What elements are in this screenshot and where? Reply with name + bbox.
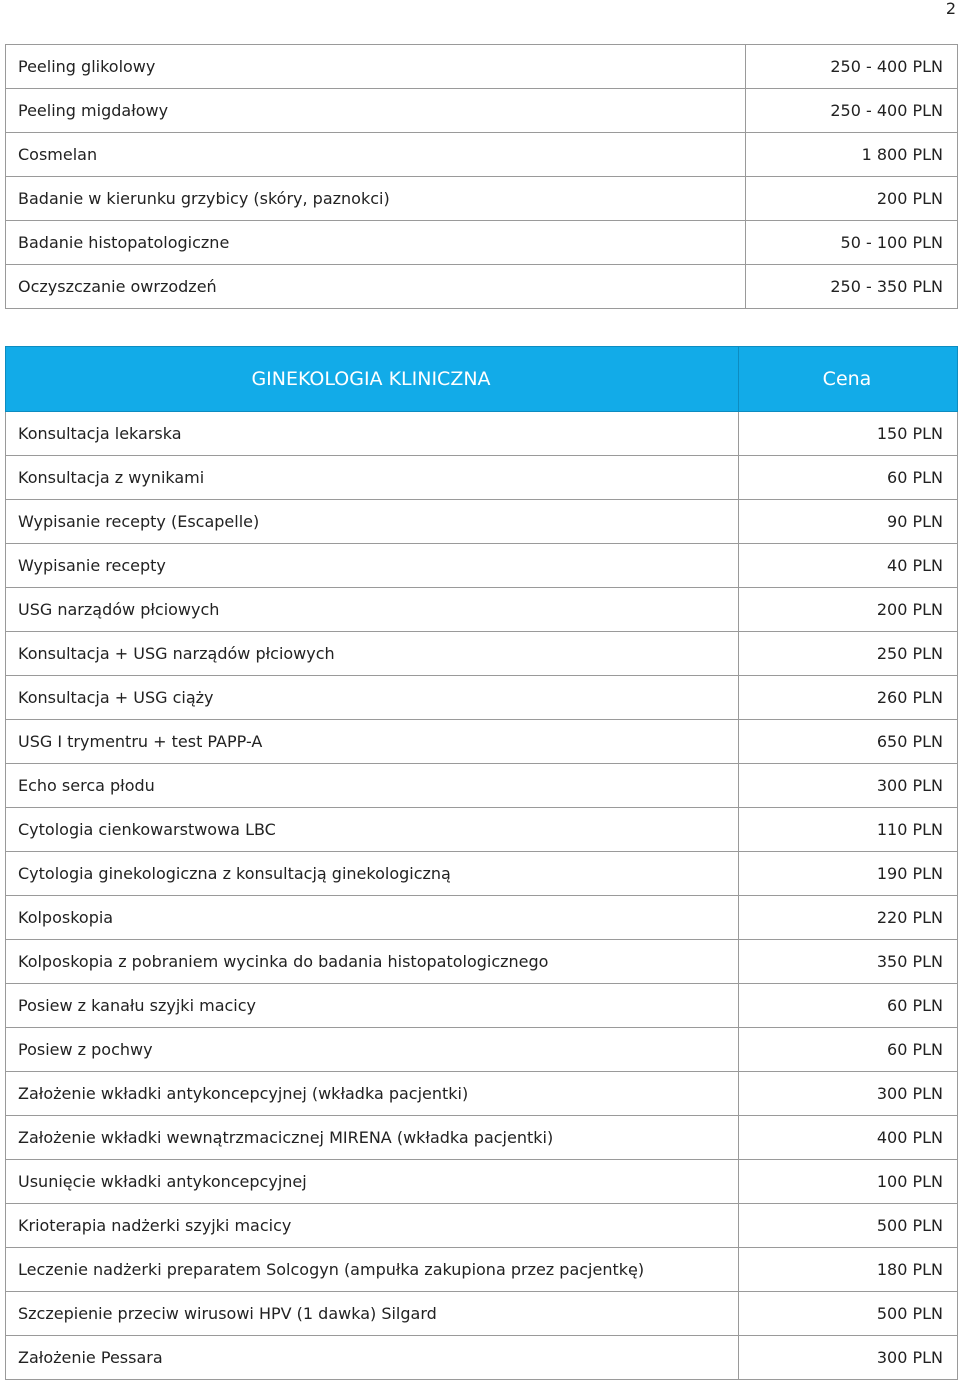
service-price: 180 PLN — [739, 1248, 958, 1292]
table-row — [6, 764, 958, 808]
service-price: 400 PLN — [739, 1116, 958, 1160]
service-price: 90 PLN — [739, 500, 958, 544]
service-price: 100 PLN — [739, 1160, 958, 1204]
service-name: Peeling migdałowy — [6, 89, 746, 133]
table-row — [6, 133, 958, 177]
service-name: Leczenie nadżerki preparatem Solcogyn (ampułka zakupiona przez pacjentkę) — [6, 1248, 739, 1292]
service-name: Założenie Pessara — [6, 1336, 739, 1380]
service-name: Badanie histopatologiczne — [6, 221, 746, 265]
service-name: Krioterapia nadżerki szyjki macicy — [6, 1204, 739, 1248]
service-price: 110 PLN — [739, 808, 958, 852]
service-name: Wypisanie recepty — [6, 544, 739, 588]
service-price: 50 - 100 PLN — [746, 221, 958, 265]
section-title: GINEKOLOGIA KLINICZNA — [6, 347, 739, 412]
service-price: 350 PLN — [739, 940, 958, 984]
table-row — [6, 1116, 958, 1160]
service-name: Cytologia ginekologiczna z konsultacją ginekologiczną — [6, 852, 739, 896]
service-name: Kolposkopia — [6, 896, 739, 940]
service-name: Oczyszczanie owrzodzeń — [6, 265, 746, 309]
table-row — [6, 984, 958, 1028]
service-name: Echo serca płodu — [6, 764, 739, 808]
service-name: Założenie wkładki wewnątrzmacicznej MIRENA (wkładka pacjentki) — [6, 1116, 739, 1160]
table-row — [6, 412, 958, 456]
price-column-header: Cena — [739, 347, 958, 412]
service-name: Założenie wkładki antykoncepcyjnej (wkładka pacjentki) — [6, 1072, 739, 1116]
top-price-table — [5, 44, 958, 309]
service-price: 190 PLN — [739, 852, 958, 896]
table-row — [6, 500, 958, 544]
table-row — [6, 588, 958, 632]
service-name: USG I trymentru + test PAPP-A — [6, 720, 739, 764]
table-header-row — [6, 347, 958, 412]
service-price: 150 PLN — [739, 412, 958, 456]
service-price: 650 PLN — [739, 720, 958, 764]
service-price: 300 PLN — [739, 764, 958, 808]
service-price: 300 PLN — [739, 1336, 958, 1380]
table-row — [6, 221, 958, 265]
service-name: Kolposkopia z pobraniem wycinka do badania histopatologicznego — [6, 940, 739, 984]
service-price: 250 - 400 PLN — [746, 89, 958, 133]
service-name: Badanie w kierunku grzybicy (skóry, paznokci) — [6, 177, 746, 221]
service-name: Peeling glikolowy — [6, 45, 746, 89]
table-row — [6, 1160, 958, 1204]
table-row — [6, 720, 958, 764]
table-row — [6, 456, 958, 500]
table-row — [6, 1204, 958, 1248]
service-price: 500 PLN — [739, 1292, 958, 1336]
table-row — [6, 177, 958, 221]
table-row — [6, 265, 958, 309]
service-price: 200 PLN — [746, 177, 958, 221]
gynecology-price-table — [5, 346, 958, 1380]
table-row — [6, 1336, 958, 1380]
table-row — [6, 632, 958, 676]
service-price: 60 PLN — [739, 1028, 958, 1072]
service-name: Posiew z pochwy — [6, 1028, 739, 1072]
page-number: 2 — [945, 0, 956, 18]
table-row — [6, 45, 958, 89]
service-name: Konsultacja + USG ciąży — [6, 676, 739, 720]
service-name: Konsultacja + USG narządów płciowych — [6, 632, 739, 676]
service-price: 40 PLN — [739, 544, 958, 588]
service-price: 200 PLN — [739, 588, 958, 632]
service-price: 260 PLN — [739, 676, 958, 720]
service-name: USG narządów płciowych — [6, 588, 739, 632]
service-name: Szczepienie przeciw wirusowi HPV (1 dawka) Silgard — [6, 1292, 739, 1336]
service-price: 60 PLN — [739, 456, 958, 500]
table-row — [6, 940, 958, 984]
table-row — [6, 676, 958, 720]
service-price: 60 PLN — [739, 984, 958, 1028]
table-row — [6, 852, 958, 896]
service-name: Wypisanie recepty (Escapelle) — [6, 500, 739, 544]
table-row — [6, 896, 958, 940]
service-name: Konsultacja lekarska — [6, 412, 739, 456]
service-name: Posiew z kanału szyjki macicy — [6, 984, 739, 1028]
table-row — [6, 1072, 958, 1116]
table-row — [6, 1028, 958, 1072]
table-row — [6, 544, 958, 588]
service-name: Cosmelan — [6, 133, 746, 177]
service-name: Cytologia cienkowarstwowa LBC — [6, 808, 739, 852]
table-row — [6, 1292, 958, 1336]
service-price: 1 800 PLN — [746, 133, 958, 177]
table-row — [6, 808, 958, 852]
service-price: 250 PLN — [739, 632, 958, 676]
service-price: 300 PLN — [739, 1072, 958, 1116]
service-price: 220 PLN — [739, 896, 958, 940]
service-name: Konsultacja z wynikami — [6, 456, 739, 500]
service-price: 250 - 400 PLN — [746, 45, 958, 89]
table-row — [6, 1248, 958, 1292]
service-price: 250 - 350 PLN — [746, 265, 958, 309]
service-name: Usunięcie wkładki antykoncepcyjnej — [6, 1160, 739, 1204]
table-row — [6, 89, 958, 133]
service-price: 500 PLN — [739, 1204, 958, 1248]
